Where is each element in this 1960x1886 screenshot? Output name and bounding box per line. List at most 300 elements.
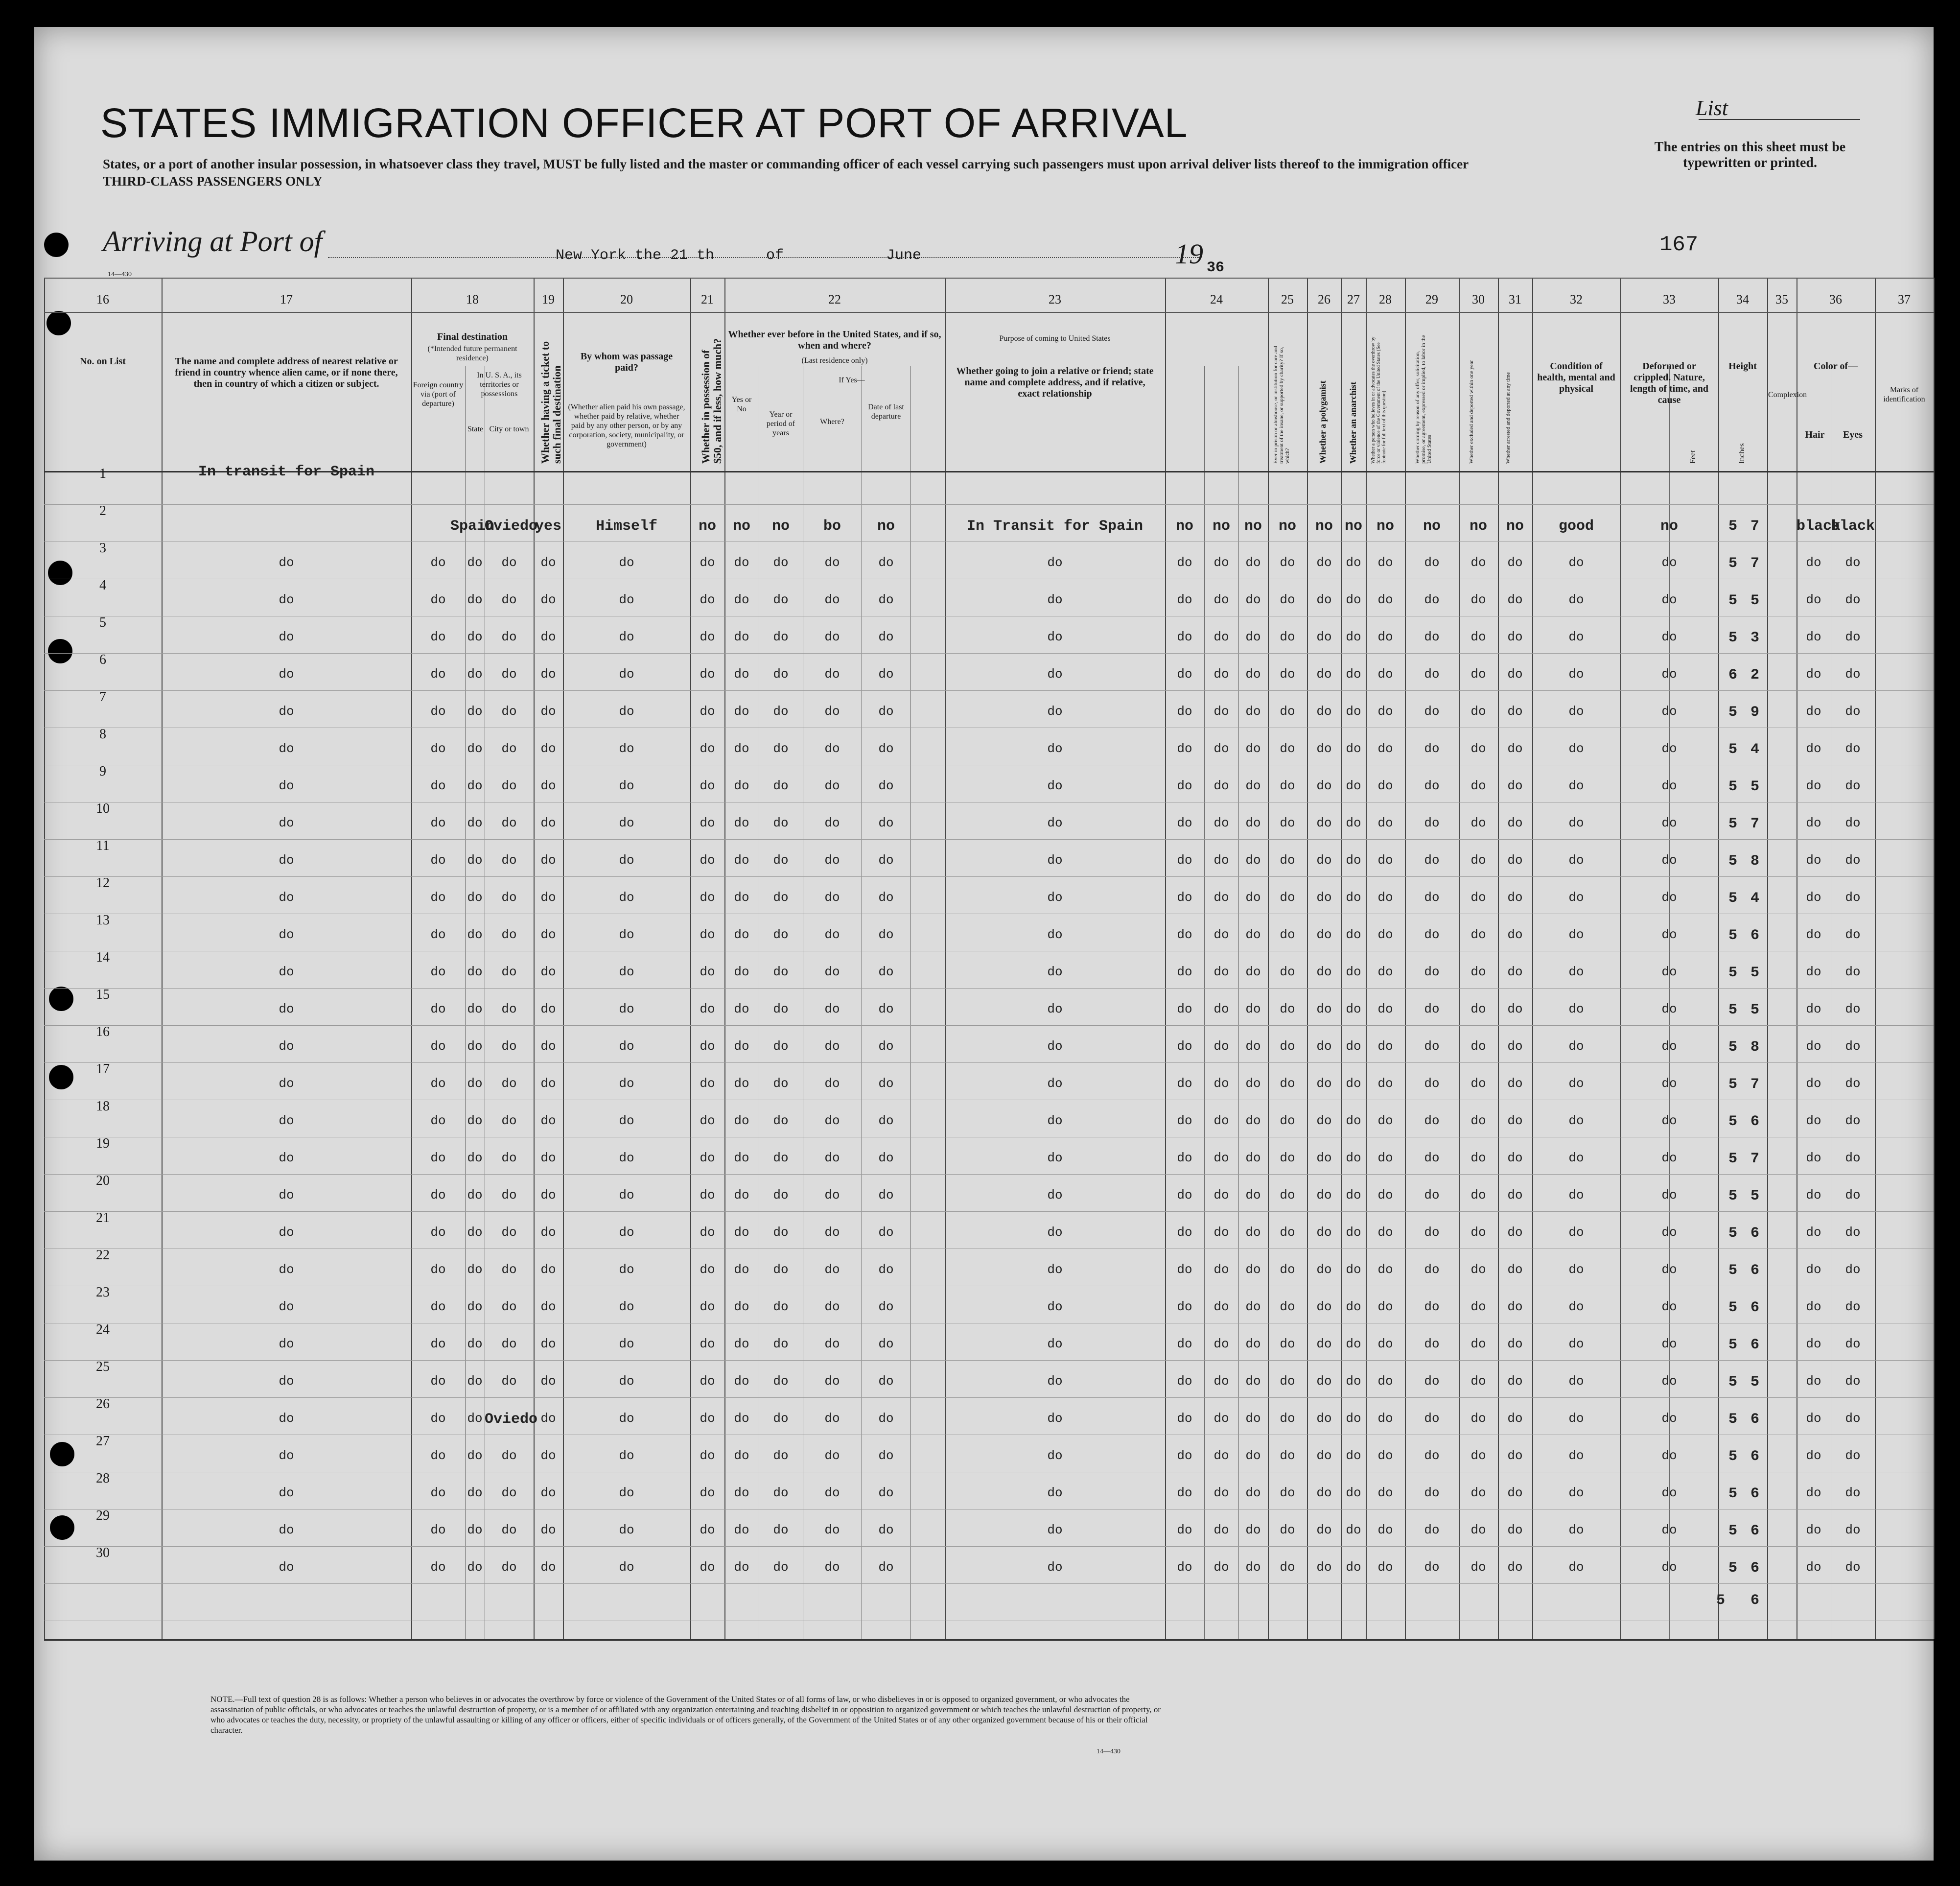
cell-eyes: do <box>1845 1560 1861 1575</box>
cell-paid: do <box>619 778 634 793</box>
cell-c24c: do <box>1245 890 1261 905</box>
cell-city: do <box>501 890 517 905</box>
cell-hair: do <box>1806 704 1821 719</box>
cell-hair: do <box>1806 1039 1821 1054</box>
cell-join: do <box>1047 741 1063 756</box>
cell-years: do <box>773 1337 789 1351</box>
cell-eyes: do <box>1845 890 1861 905</box>
cell-before: do <box>734 741 749 756</box>
cell-feet: 5 <box>1728 1523 1737 1539</box>
cell-c25: do <box>1280 630 1295 644</box>
cell-ticket: do <box>540 1374 556 1389</box>
cell-hair: do <box>1806 853 1821 868</box>
cell-foreign: do <box>430 816 446 830</box>
cell-hair: do <box>1806 1523 1821 1537</box>
cell-c27: do <box>1346 592 1361 607</box>
cell-inches: 7 <box>1750 555 1759 572</box>
cell-c26: do <box>1316 1485 1332 1500</box>
row-divider <box>44 876 1934 877</box>
cell-join: do <box>1047 853 1063 868</box>
cell-relative: do <box>279 965 294 979</box>
cell-where: do <box>824 853 840 868</box>
cell-foreign: do <box>430 778 446 793</box>
cell-relative: do <box>279 778 294 793</box>
cell-where: do <box>824 1299 840 1314</box>
cell-date: do <box>878 1523 894 1537</box>
cell-c25: do <box>1280 1560 1295 1575</box>
cell-city: Oviedo <box>485 518 538 535</box>
header-eyes: Eyes <box>1843 429 1863 440</box>
cell-hair: do <box>1806 592 1821 607</box>
column-divider <box>1934 278 1935 1639</box>
cell-paid: do <box>619 853 634 868</box>
row-number: 24 <box>96 1322 110 1337</box>
cell-foreign: do <box>430 592 446 607</box>
column-number: 30 <box>1472 292 1485 306</box>
cell-health: do <box>1568 1523 1584 1537</box>
cell-money: do <box>700 1448 715 1463</box>
cell-c27: do <box>1346 890 1361 905</box>
cell-c29: do <box>1424 555 1440 570</box>
cell-relative: do <box>279 1188 294 1202</box>
cell-hair: do <box>1806 965 1821 979</box>
row-divider <box>44 690 1934 691</box>
cell-c30: do <box>1470 1523 1486 1537</box>
cell-c28: do <box>1377 1448 1393 1463</box>
cell-c29: do <box>1424 1113 1440 1128</box>
cell-eyes: do <box>1845 1113 1861 1128</box>
cell-foreign: do <box>430 1523 446 1537</box>
cell-deformed: do <box>1661 704 1677 719</box>
cell-c28: do <box>1377 741 1393 756</box>
cell-hair: black <box>1797 518 1841 535</box>
cell-foreign: do <box>430 667 446 682</box>
year-prefix: 19 <box>1175 238 1203 270</box>
cell-money: do <box>700 1560 715 1575</box>
cell-c24a: do <box>1177 1523 1192 1537</box>
cell-eyes: do <box>1845 816 1861 830</box>
cell-c25: do <box>1280 555 1295 570</box>
cell-state: do <box>467 1225 483 1240</box>
cell-years: do <box>773 1448 789 1463</box>
row-number: 28 <box>96 1471 110 1486</box>
row-divider <box>44 1546 1934 1547</box>
cell-c29: do <box>1424 1151 1440 1165</box>
cell-paid: do <box>619 1113 634 1128</box>
cell-c25: do <box>1280 1225 1295 1240</box>
cell-relative: do <box>279 1448 294 1463</box>
cell-relative: do <box>279 555 294 570</box>
row-number: 18 <box>96 1099 110 1114</box>
cell-join: do <box>1047 630 1063 644</box>
cell-feet: 5 <box>1728 704 1737 721</box>
manifest-sheet <box>34 27 1934 1861</box>
cell-relative: do <box>279 1262 294 1277</box>
cell-deformed: do <box>1661 1076 1677 1091</box>
cell-c31: do <box>1507 1113 1523 1128</box>
cell-inches: 7 <box>1750 1076 1759 1093</box>
column-number: 25 <box>1281 292 1294 306</box>
row-divider <box>44 1062 1934 1063</box>
cell-c25: do <box>1280 592 1295 607</box>
cell-before: do <box>734 965 749 979</box>
cell-foreign: do <box>430 1262 446 1277</box>
cell-feet: 5 <box>1728 927 1737 944</box>
cell-c28: do <box>1377 1002 1393 1016</box>
cell-paid: do <box>619 1076 634 1091</box>
cell-c28: do <box>1377 853 1393 868</box>
row-number: 17 <box>96 1061 110 1077</box>
cell-hair: do <box>1806 1002 1821 1016</box>
cell-relative: do <box>279 927 294 942</box>
cell-before: do <box>734 927 749 942</box>
cell-c24b: do <box>1213 1448 1229 1463</box>
cell-before: do <box>734 704 749 719</box>
header-city: City or town <box>489 425 529 433</box>
cell-c29: do <box>1424 890 1440 905</box>
cell-deformed: no <box>1660 518 1678 535</box>
cell-feet: 5 <box>1728 1262 1737 1279</box>
cell-c26: do <box>1316 1560 1332 1575</box>
row-number: 23 <box>96 1285 110 1300</box>
cell-c25: do <box>1280 927 1295 942</box>
cell-health: do <box>1568 1076 1584 1091</box>
cell-years: do <box>773 1151 789 1165</box>
cell-foreign: do <box>430 1448 446 1463</box>
cell-where: do <box>824 667 840 682</box>
cell-c24b: do <box>1213 965 1229 979</box>
cell-before: do <box>734 1076 749 1091</box>
cell-health: do <box>1568 630 1584 644</box>
cell-join: do <box>1047 667 1063 682</box>
header-inches: Inches <box>1738 443 1746 464</box>
cell-c30: do <box>1470 1151 1486 1165</box>
header-excluded: Whether excluded and deported within one year <box>1469 360 1474 464</box>
cell-feet: 5 <box>1728 1299 1737 1316</box>
cell-eyes: do <box>1845 1188 1861 1202</box>
cell-c24c: do <box>1245 555 1261 570</box>
cell-relative: do <box>279 1076 294 1091</box>
cell-where: do <box>824 555 840 570</box>
cell-c27: do <box>1346 853 1361 868</box>
cell-deformed: do <box>1661 816 1677 830</box>
cell-c30: do <box>1470 1002 1486 1016</box>
row-divider <box>44 839 1934 840</box>
cell-date: do <box>878 741 894 756</box>
cell-years: do <box>773 1039 789 1054</box>
cell-feet: 5 <box>1728 965 1737 981</box>
cell-state: do <box>467 927 483 942</box>
cell-inches: 6 <box>1750 927 1759 944</box>
cell-join: do <box>1047 965 1063 979</box>
cell-years: do <box>773 1411 789 1426</box>
cell-c24c: do <box>1245 1523 1261 1537</box>
cell-join: do <box>1047 1002 1063 1016</box>
cell-state: do <box>467 1374 483 1389</box>
cell-years: do <box>773 667 789 682</box>
cell-join: do <box>1047 1262 1063 1277</box>
cell-health: do <box>1568 1039 1584 1054</box>
cell-c30: do <box>1470 853 1486 868</box>
cell-before: do <box>734 1039 749 1054</box>
column-number: 36 <box>1829 292 1842 306</box>
cell-city: do <box>501 630 517 644</box>
cell-where: do <box>824 1039 840 1054</box>
cell-inches: 5 <box>1750 1002 1759 1018</box>
cell-c24c: do <box>1245 1113 1261 1128</box>
cell-feet: 5 <box>1728 1560 1737 1577</box>
cell-city: do <box>501 853 517 868</box>
sheet-number: 167 <box>1659 233 1699 257</box>
cell-ticket: do <box>540 1411 556 1426</box>
header-final-destination-note: (*Intended future permanent residence) <box>427 345 517 362</box>
cell-feet: 5 <box>1728 816 1737 832</box>
cell-inches: 6 <box>1750 1560 1759 1577</box>
cell-state: do <box>467 965 483 979</box>
cell-city: do <box>501 1337 517 1351</box>
arrival-month: June <box>886 247 922 264</box>
cell-c26: do <box>1316 1337 1332 1351</box>
cell-c30: do <box>1470 1262 1486 1277</box>
cell-c24b: do <box>1213 1485 1229 1500</box>
cell-city: do <box>501 704 517 719</box>
cell-inches: 8 <box>1750 1039 1759 1056</box>
cell-c24b: do <box>1213 555 1229 570</box>
cell-c24a: no <box>1175 518 1193 535</box>
cell-c27: do <box>1346 927 1361 942</box>
cell-feet: 5 <box>1728 1225 1737 1242</box>
cell-c24a: do <box>1177 853 1192 868</box>
cell-join: do <box>1047 1411 1063 1426</box>
cell-ticket: do <box>540 1448 556 1463</box>
cell-c30: do <box>1470 1485 1486 1500</box>
cell-c24a: do <box>1177 1039 1192 1054</box>
form-code: 14—430 <box>108 271 132 278</box>
cell-before: do <box>734 1448 749 1463</box>
cell-state: do <box>467 1002 483 1016</box>
header-going-to-join: Whether going to join a relative or friend; state name and complete address, and if relative, exact relationship <box>956 366 1154 399</box>
cell-c27: do <box>1346 1262 1361 1277</box>
cell-where: do <box>824 1076 840 1091</box>
cell-c31: do <box>1507 1262 1523 1277</box>
row-number: 13 <box>96 913 110 928</box>
cell-health: do <box>1568 890 1584 905</box>
cell-c25: do <box>1280 667 1295 682</box>
cell-c24a: do <box>1177 592 1192 607</box>
cell-c28: do <box>1377 965 1393 979</box>
cell-c28: do <box>1377 1337 1393 1351</box>
row-number: 15 <box>96 987 110 1002</box>
cell-c24b: do <box>1213 741 1229 756</box>
cell-before: do <box>734 1113 749 1128</box>
cell-date: do <box>878 1002 894 1016</box>
cell-city: do <box>501 1225 517 1240</box>
cell-city: do <box>501 1002 517 1016</box>
cell-where: do <box>824 778 840 793</box>
cell-date: do <box>878 1485 894 1500</box>
cell-money: do <box>700 741 715 756</box>
cell-foreign: do <box>430 1002 446 1016</box>
cell-health: do <box>1568 1411 1584 1426</box>
cell-c29: do <box>1424 778 1440 793</box>
header-deformed: Deformed or crippled. Nature, length of time, and cause <box>1630 361 1708 405</box>
cell-feet: 5 <box>1728 1374 1737 1391</box>
cell-c31: do <box>1507 667 1523 682</box>
cell-c24b: do <box>1213 1337 1229 1351</box>
cell-c24a: do <box>1177 667 1192 682</box>
cell-relative: do <box>279 1374 294 1389</box>
cell-deformed: do <box>1661 1485 1677 1500</box>
cell-c24a: do <box>1177 1560 1192 1575</box>
header-passage-paid: By whom was passage paid? <box>580 351 673 373</box>
cell-hair: do <box>1806 1448 1821 1463</box>
cell-c31: do <box>1507 704 1523 719</box>
cell-c29: do <box>1424 1411 1440 1426</box>
cell-c24c: do <box>1245 1151 1261 1165</box>
cell-foreign: do <box>430 1113 446 1128</box>
cell-c25: do <box>1280 890 1295 905</box>
cell-inches: 5 <box>1750 778 1759 795</box>
cell-eyes: do <box>1845 778 1861 793</box>
header-no-on-list: No. on List <box>80 356 126 367</box>
cell-c29: do <box>1424 1299 1440 1314</box>
cell-c25: no <box>1278 518 1296 535</box>
column-number: 18 <box>466 292 479 306</box>
cell-feet: 5 <box>1728 1002 1737 1018</box>
row-number: 4 <box>99 578 106 593</box>
cell-paid: do <box>619 1151 634 1165</box>
cell-join: do <box>1047 704 1063 719</box>
cell-c29: do <box>1424 1485 1440 1500</box>
cell-state: do <box>467 1523 483 1537</box>
cell-health: do <box>1568 1560 1584 1575</box>
cell-c24a: do <box>1177 741 1192 756</box>
binder-hole <box>44 233 69 257</box>
cell-c24a: do <box>1177 555 1192 570</box>
cell-c29: do <box>1424 704 1440 719</box>
cell-c26: do <box>1316 592 1332 607</box>
cell-c28: do <box>1377 1039 1393 1054</box>
cell-c24b: do <box>1213 704 1229 719</box>
cell-c24c: do <box>1245 1002 1261 1016</box>
cell-city: Oviedo <box>485 1411 538 1428</box>
cell-ticket: do <box>540 1002 556 1016</box>
cell-money: do <box>700 1039 715 1054</box>
cell-date: do <box>878 667 894 682</box>
cell-c25: do <box>1280 704 1295 719</box>
cell-before: do <box>734 1523 749 1537</box>
cell-hair: do <box>1806 555 1821 570</box>
cell-c28: do <box>1377 816 1393 830</box>
cell-c27: do <box>1346 555 1361 570</box>
cell-ticket: do <box>540 1225 556 1240</box>
cell-state: do <box>467 555 483 570</box>
cell-health: do <box>1568 592 1584 607</box>
cell-state: do <box>467 1188 483 1202</box>
cell-c29: no <box>1423 518 1441 535</box>
cell-join: do <box>1047 555 1063 570</box>
cell-date: do <box>878 927 894 942</box>
cell-foreign: do <box>430 555 446 570</box>
cell-c30: do <box>1470 555 1486 570</box>
row-number: 14 <box>96 950 110 965</box>
cell-before: do <box>734 555 749 570</box>
cell-years: do <box>773 1002 789 1016</box>
cell-before: do <box>734 1262 749 1277</box>
cell-c24c: do <box>1245 1374 1261 1389</box>
cell-years: do <box>773 778 789 793</box>
cell-eyes: do <box>1845 1485 1861 1500</box>
header-subline: States, or a port of another insular possession, in whatsoever class they travel, MUST be fully listed and the master or commanding officer of each vessel carrying such passengers must upon arrival deliver lists thereof to the immigration officer <box>103 157 1469 171</box>
cell-c24b: do <box>1213 816 1229 830</box>
cell-years: do <box>773 890 789 905</box>
cell-money: do <box>700 592 715 607</box>
row-number: 29 <box>96 1508 110 1523</box>
cell-health: do <box>1568 555 1584 570</box>
cell-c31: do <box>1507 630 1523 644</box>
cell-before: do <box>734 1374 749 1389</box>
cell-date: do <box>878 890 894 905</box>
cell-where: do <box>824 1188 840 1202</box>
column-number: 29 <box>1425 292 1438 306</box>
cell-hair: do <box>1806 1411 1821 1426</box>
cell-paid: do <box>619 927 634 942</box>
cell-date: do <box>878 555 894 570</box>
cell-date: do <box>878 1151 894 1165</box>
cell-c26: do <box>1316 1299 1332 1314</box>
cell-years: do <box>773 816 789 830</box>
cell-c29: do <box>1424 1374 1440 1389</box>
cell-c24c: do <box>1245 1560 1261 1575</box>
row-number: 12 <box>96 875 110 891</box>
cell-city: do <box>501 1299 517 1314</box>
cell-c29: do <box>1424 1188 1440 1202</box>
cell-hair: do <box>1806 1262 1821 1277</box>
row-divider <box>44 1583 1934 1584</box>
cell-paid: do <box>619 1523 634 1537</box>
cell-state: do <box>467 592 483 607</box>
arrival-line <box>328 257 1199 258</box>
cell-c30: no <box>1469 518 1487 535</box>
cell-c24b: do <box>1213 1374 1229 1389</box>
cell-c31: do <box>1507 927 1523 942</box>
cell-c27: do <box>1346 816 1361 830</box>
cell-c24b: do <box>1213 927 1229 942</box>
cell-years: do <box>773 592 789 607</box>
cell-feet: 5 <box>1728 1337 1737 1353</box>
cell-c29: do <box>1424 1448 1440 1463</box>
cell-state: do <box>467 704 483 719</box>
cell-paid: do <box>619 1299 634 1314</box>
cell-health: do <box>1568 1262 1584 1277</box>
row-number: 21 <box>96 1210 110 1226</box>
cell-ticket: do <box>540 1188 556 1202</box>
cell-city: do <box>501 778 517 793</box>
column-number: 27 <box>1347 292 1360 306</box>
cell-eyes: do <box>1845 630 1861 644</box>
cell-c25: do <box>1280 1151 1295 1165</box>
header-years: Year or period of years <box>766 410 795 437</box>
cell-date: do <box>878 853 894 868</box>
cell-foreign: do <box>430 1151 446 1165</box>
cell-feet: 5 <box>1728 1448 1737 1465</box>
cell-money: do <box>700 1113 715 1128</box>
arrival-port: New York the 21 th <box>556 247 715 264</box>
cell-money: do <box>700 1523 715 1537</box>
cell-years: do <box>773 927 789 942</box>
cell-c27: do <box>1346 741 1361 756</box>
cell-deformed: do <box>1661 1523 1677 1537</box>
